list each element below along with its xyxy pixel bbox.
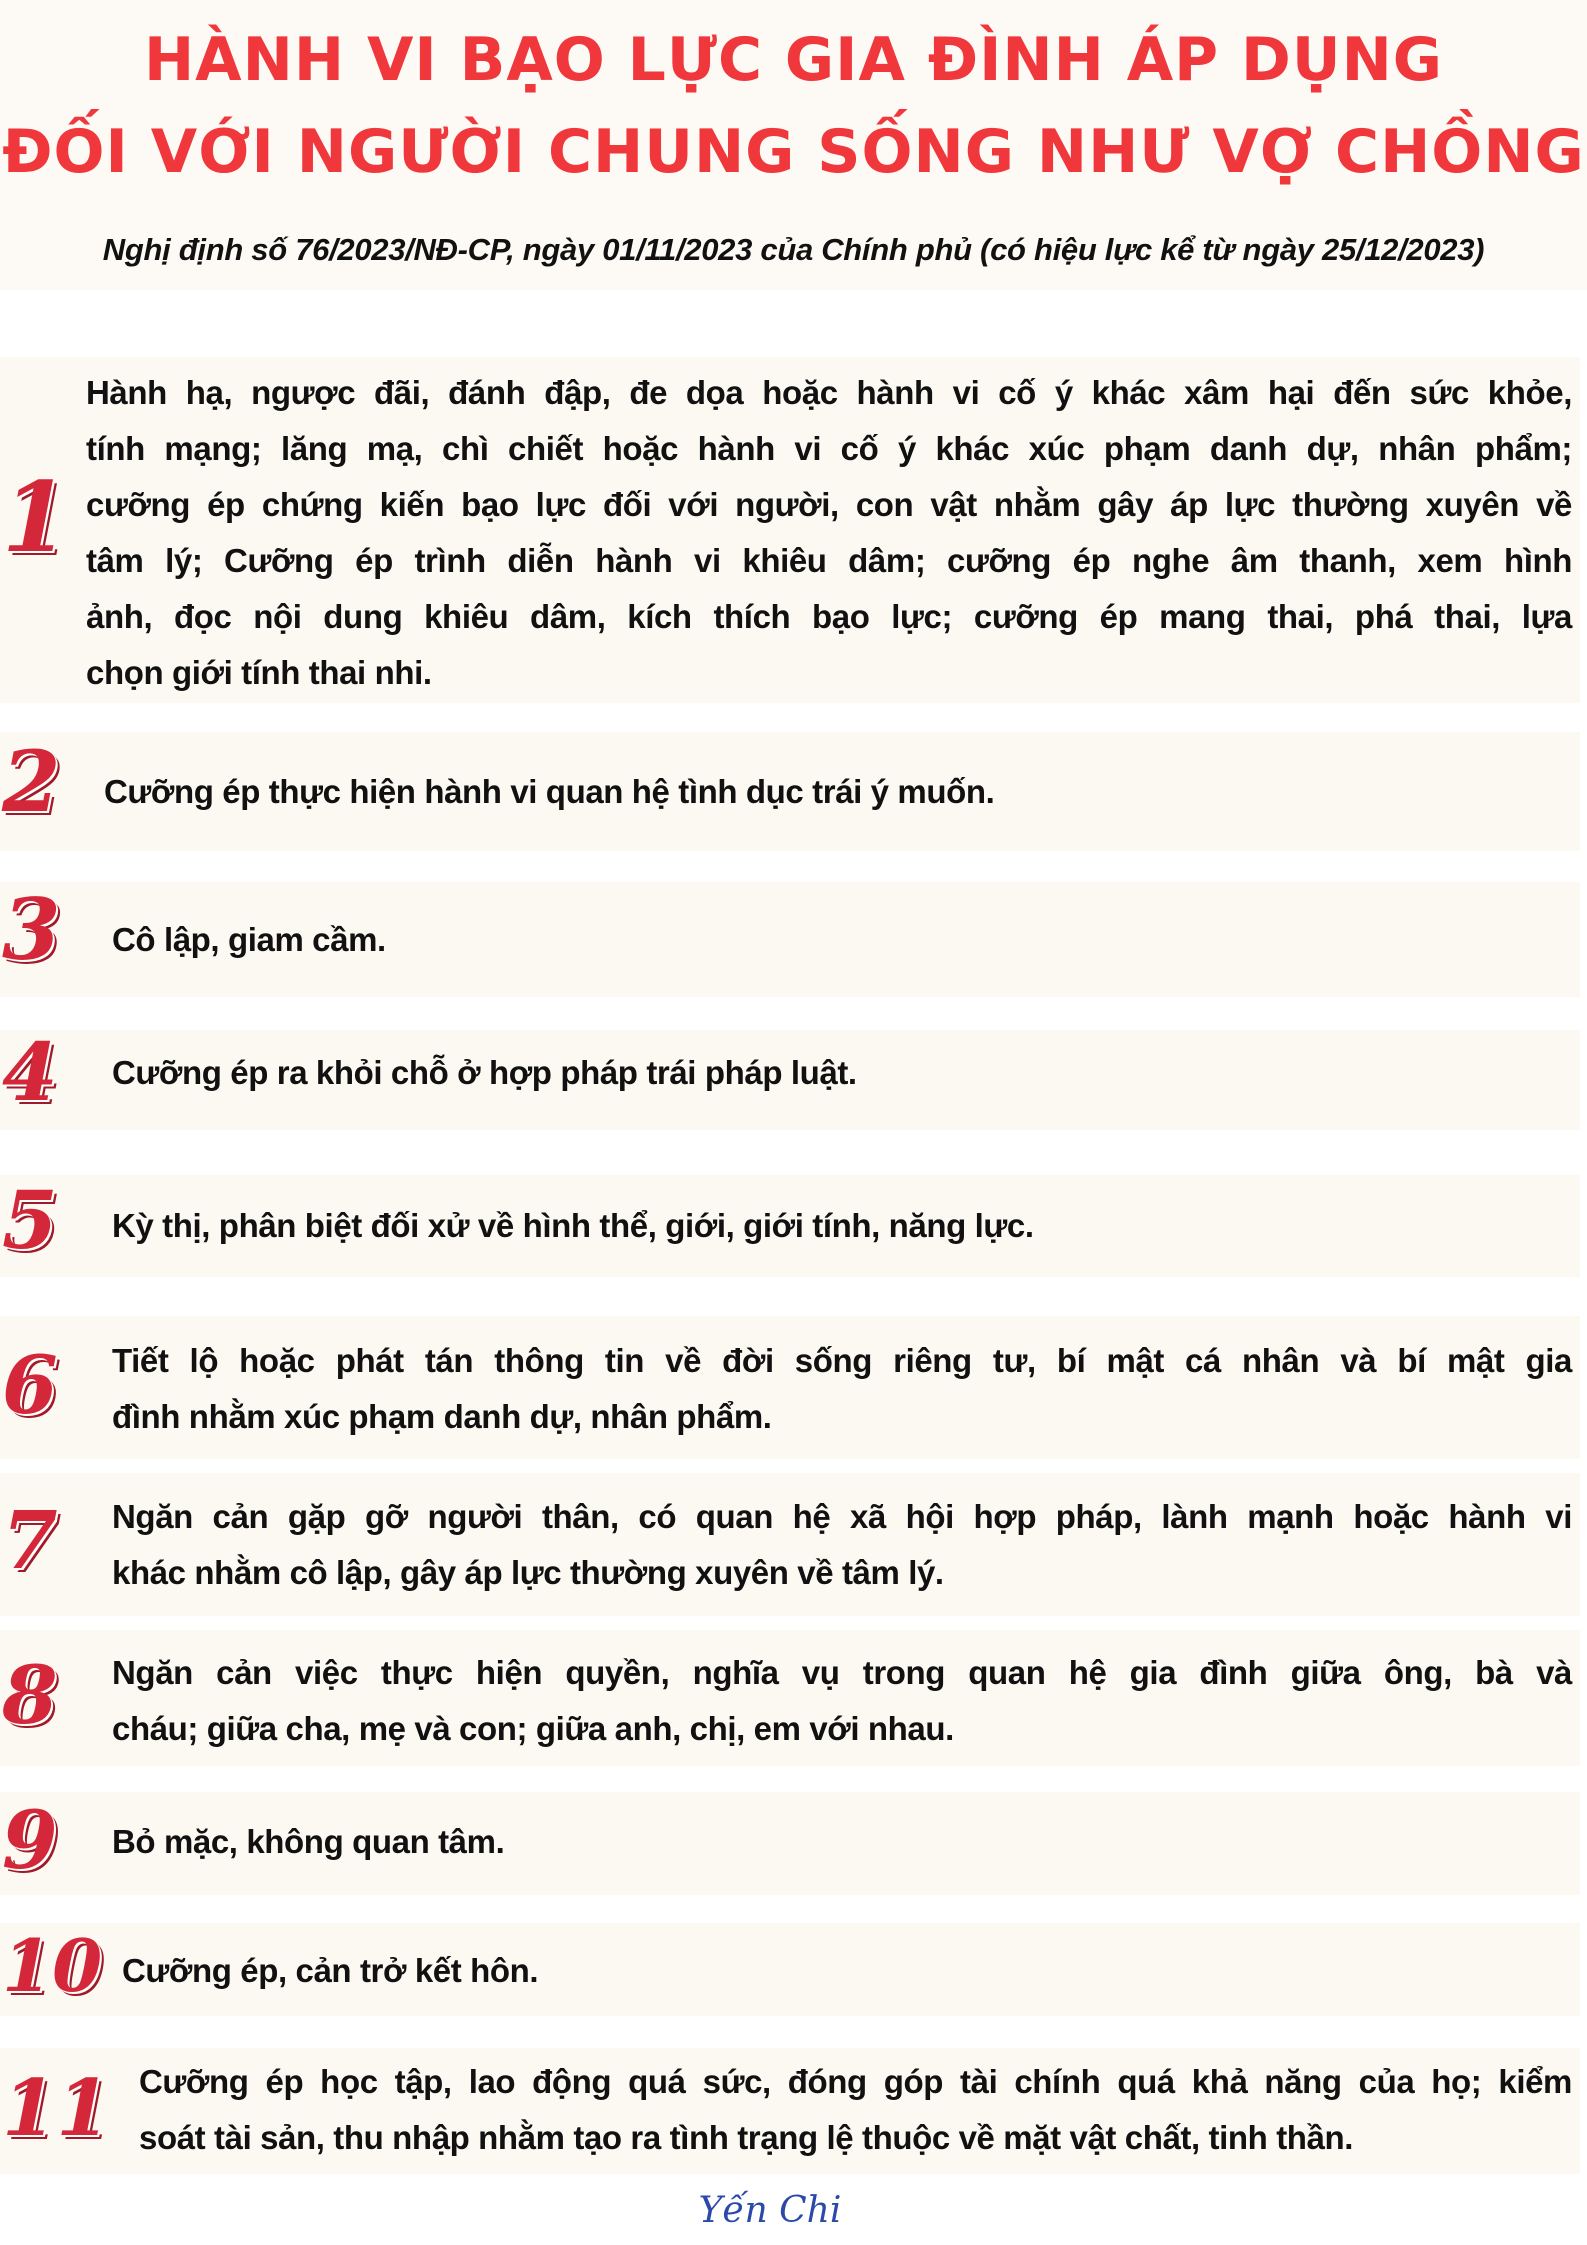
subtitle: Nghị định số 76/2023/NĐ-CP, ngày 01/11/2023 của Chính phủ (có hiệu lực kể từ ngày 25/12/2023) <box>102 232 1485 267</box>
item-text <box>86 365 1572 701</box>
list-item <box>0 1473 1580 1616</box>
item-text <box>112 1814 1572 1870</box>
item-text-line: Bỏ mặc, không quan tâm. <box>112 1823 505 1860</box>
list-item <box>0 1792 1580 1895</box>
item-text <box>112 1489 1572 1601</box>
item-number: 8 <box>2 1648 58 1742</box>
list-item <box>0 732 1580 851</box>
item-text-line: Cưỡng ép học tập, lao động quá sức, đóng góp tài chính quá khả năng của họ; kiểm <box>139 2063 1572 2100</box>
item-text <box>112 1198 1572 1254</box>
item-number: 10 <box>2 1923 103 2008</box>
list-item <box>0 1025 1580 1130</box>
item-text-line: chọn giới tính thai nhi. <box>86 654 432 691</box>
list-item <box>0 882 1580 997</box>
item-text-line: Cô lập, giam cầm. <box>112 921 386 958</box>
page-title-line-1: HÀNH VI BẠO LỰC GIA ĐÌNH ÁP DỤNG <box>143 25 1444 95</box>
item-text-line: khác nhằm cô lập, gây áp lực thường xuyên về tâm lý. <box>112 1554 944 1591</box>
item-number: 11 <box>2 2063 111 2154</box>
item-text-line: Cưỡng ép ra khỏi chỗ ở hợp pháp trái pháp luật. <box>112 1054 857 1091</box>
list-item <box>0 1630 1580 1766</box>
author-signature: Yến Chi <box>698 2190 842 2231</box>
list-item <box>0 1316 1580 1459</box>
item-text-line: cưỡng ép chứng kiến bạo lực đối với người, con vật nhằm gây áp lực thường xuyên về <box>86 486 1572 523</box>
item-number: 5 <box>2 1173 58 1267</box>
item-number: 9 <box>2 1793 58 1887</box>
item-text <box>122 1943 1572 1999</box>
list-item <box>0 1175 1580 1277</box>
item-text-line: Cưỡng ép, cản trở kết hôn. <box>122 1952 539 1989</box>
item-text-line: đình nhằm xúc phạm danh dự, nhân phẩm. <box>112 1398 772 1435</box>
item-text <box>112 1333 1572 1445</box>
item-text-line: Tiết lộ hoặc phát tán thông tin về đời sống riêng tư, bí mật cá nhân và bí mật gia <box>112 1342 1572 1379</box>
item-text-line: Ngăn cản việc thực hiện quyền, nghĩa vụ trong quan hệ gia đình giữa ông, bà và <box>112 1654 1572 1691</box>
item-text-line: cháu; giữa cha, mẹ và con; giữa anh, chị, em với nhau. <box>112 1710 954 1747</box>
item-number: 2 <box>2 732 61 831</box>
item-text-line: Kỳ thị, phân biệt đối xử về hình thể, giới, giới tính, năng lực. <box>112 1207 1034 1244</box>
item-number: 6 <box>2 1338 58 1432</box>
item-number: 1 <box>2 461 69 574</box>
item-text <box>112 1645 1572 1757</box>
item-text <box>104 764 1572 820</box>
item-number: 4 <box>2 1025 58 1119</box>
item-text-line: tâm lý; Cưỡng ép trình diễn hành vi khiêu dâm; cưỡng ép nghe âm thanh, xem hình <box>86 542 1572 579</box>
list-item <box>0 357 1580 703</box>
list-item <box>0 1923 1580 2016</box>
item-text-line: Hành hạ, ngược đãi, đánh đập, đe dọa hoặc hành vi cố ý khác xâm hại đến sức khỏe, <box>86 374 1572 411</box>
item-text-line: tính mạng; lăng mạ, chì chiết hoặc hành vi cố ý khác xúc phạm danh dự, nhân phẩm; <box>86 430 1572 467</box>
header <box>0 0 1587 290</box>
item-number: 3 <box>2 880 61 979</box>
item-text-line: Ngăn cản gặp gỡ người thân, có quan hệ xã hội hợp pháp, lành mạnh hoặc hành vi <box>112 1498 1572 1535</box>
item-text <box>112 912 1572 968</box>
item-number: 7 <box>2 1493 58 1587</box>
item-text-line: Cưỡng ép thực hiện hành vi quan hệ tình dục trái ý muốn. <box>104 773 995 810</box>
list-item <box>0 2048 1580 2174</box>
item-text <box>112 1045 1572 1101</box>
item-text-line: ảnh, đọc nội dung khiêu dâm, kích thích bạo lực; cưỡng ép mang thai, phá thai, lựa <box>86 598 1572 635</box>
page-title-line-2: ĐỐI VỚI NGƯỜI CHUNG SỐNG NHƯ VỢ CHỒNG <box>2 117 1585 187</box>
item-text <box>139 2054 1572 2166</box>
item-text-line: soát tài sản, thu nhập nhằm tạo ra tình trạng lệ thuộc về mặt vật chất, tinh thần. <box>139 2119 1354 2156</box>
